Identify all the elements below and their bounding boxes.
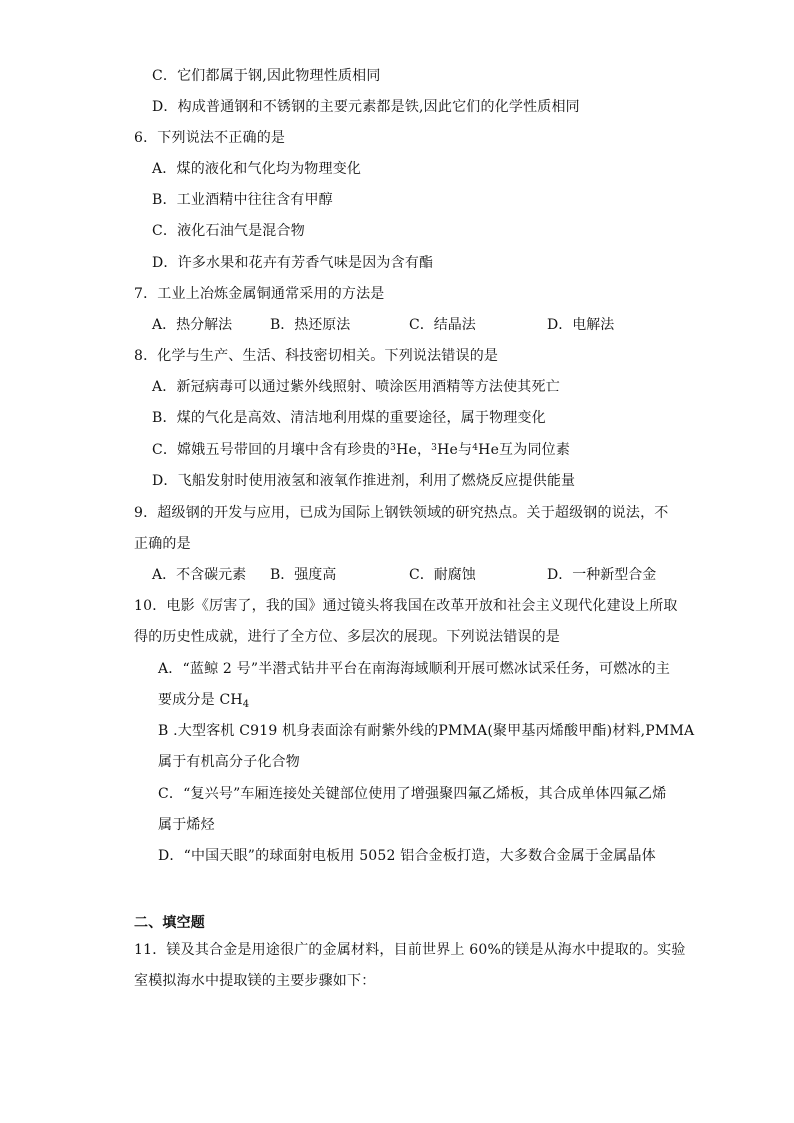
superscript: 3 <box>431 443 438 453</box>
q10-option-a-text: 要成分是 CH <box>158 692 243 708</box>
q10-option-c-line2: 属于烯烃 <box>158 817 215 833</box>
q7-option-d: D．电解法 <box>547 317 615 333</box>
superscript: 4 <box>472 443 479 453</box>
q7-stem: 7．工业上冶炼金属铜通常采用的方法是 <box>134 286 385 302</box>
q9-stem-line2: 正确的是 <box>134 536 191 552</box>
q8-option-b: B．煤的气化是高效、清洁地利用煤的重要途径，属于物理变化 <box>152 410 546 426</box>
section-title: 二、填空题 <box>134 915 205 931</box>
q10-option-a-line2 <box>158 691 249 711</box>
q7-option-b: B．热还原法 <box>270 317 351 333</box>
q10-stem-line2: 得的历史性成就，进行了全方位、多层次的展现。下列说法错误的是 <box>134 629 560 645</box>
q5-option-c: C．它们都属于钢,因此物理性质相同 <box>152 68 381 84</box>
q8-option-c-he3b: He与 <box>437 442 473 458</box>
q6-option-b: B．工业酒精中往往含有甲醇 <box>152 192 333 208</box>
q6-stem: 6．下列说法不正确的是 <box>134 130 286 146</box>
q6-option-c: C．液化石油气是混合物 <box>152 223 305 239</box>
q6-option-a: A．煤的液化和气化均为物理变化 <box>152 161 362 177</box>
superscript: 3 <box>390 443 397 453</box>
q10-option-c-line1: C．“复兴号”车厢连接处关键部位使用了增强聚四氟乙烯板，其合成单体四氟乙烯 <box>158 786 667 802</box>
q8-option-d: D．飞船发射时使用液氢和液氧作推进剂，利用了燃烧反应提供能量 <box>152 473 576 489</box>
q7-option-c: C．结晶法 <box>409 317 476 333</box>
q10-option-b-line2: 属于有机高分子化合物 <box>158 754 300 770</box>
q6-option-d: D．许多水果和花卉有芳香气味是因为含有酯 <box>152 255 434 271</box>
q11-stem-line2: 室模拟海水中提取镁的主要步骤如下： <box>134 973 376 989</box>
q8-option-c-text: C．嫦娥五号带回的月壤中含有珍贵的 <box>152 442 391 458</box>
subscript: 4 <box>242 699 250 710</box>
q8-option-c-he3a: He， <box>396 442 432 458</box>
q8-option-c-he4: He互为同位素 <box>478 442 571 458</box>
q11-stem-line1: 11．镁及其合金是用途很广的金属材料，目前世界上 60%的镁是从海水中提取的。实验 <box>134 942 686 958</box>
q10-option-a-line1: A．“蓝鲸 2 号”半潜式钻井平台在南海海域顺利开展可燃冰试采任务，可燃冰的主 <box>158 661 671 677</box>
q8-option-a: A．新冠病毒可以通过紫外线照射、喷涂医用酒精等方法使其死亡 <box>152 379 560 395</box>
q9-option-a: A．不含碳元素 <box>152 567 247 583</box>
q10-stem-line1: 10．电影《厉害了，我的国》通过镜头将我国在改革开放和社会主义现代化建设上所取 <box>134 598 678 614</box>
q5-option-d: D．构成普通钢和不锈钢的主要元素都是铁,因此它们的化学性质相同 <box>152 99 580 115</box>
q9-option-c: C．耐腐蚀 <box>409 567 476 583</box>
q9-option-d: D．一种新型合金 <box>547 567 657 583</box>
q9-option-b: B．强度高 <box>270 567 337 583</box>
q9-stem-line1: 9．超级钢的开发与应用，已成为国际上钢铁领域的研究热点。关于超级钢的说法，不 <box>134 505 669 521</box>
q10-option-b-line1: B .大型客机 C919 机身表面涂有耐紫外线的PMMA(聚甲基丙烯酸甲酯)材料,PMMA <box>158 723 695 739</box>
q8-stem: 8．化学与生产、生活、科技密切相关。下列说法错误的是 <box>134 348 499 364</box>
q7-option-a: A．热分解法 <box>152 317 233 333</box>
q10-option-d: D．“中国天眼”的球面射电板用 5052 铝合金板打造，大多数合金属于金属晶体 <box>158 848 656 864</box>
q8-option-c <box>152 441 570 459</box>
